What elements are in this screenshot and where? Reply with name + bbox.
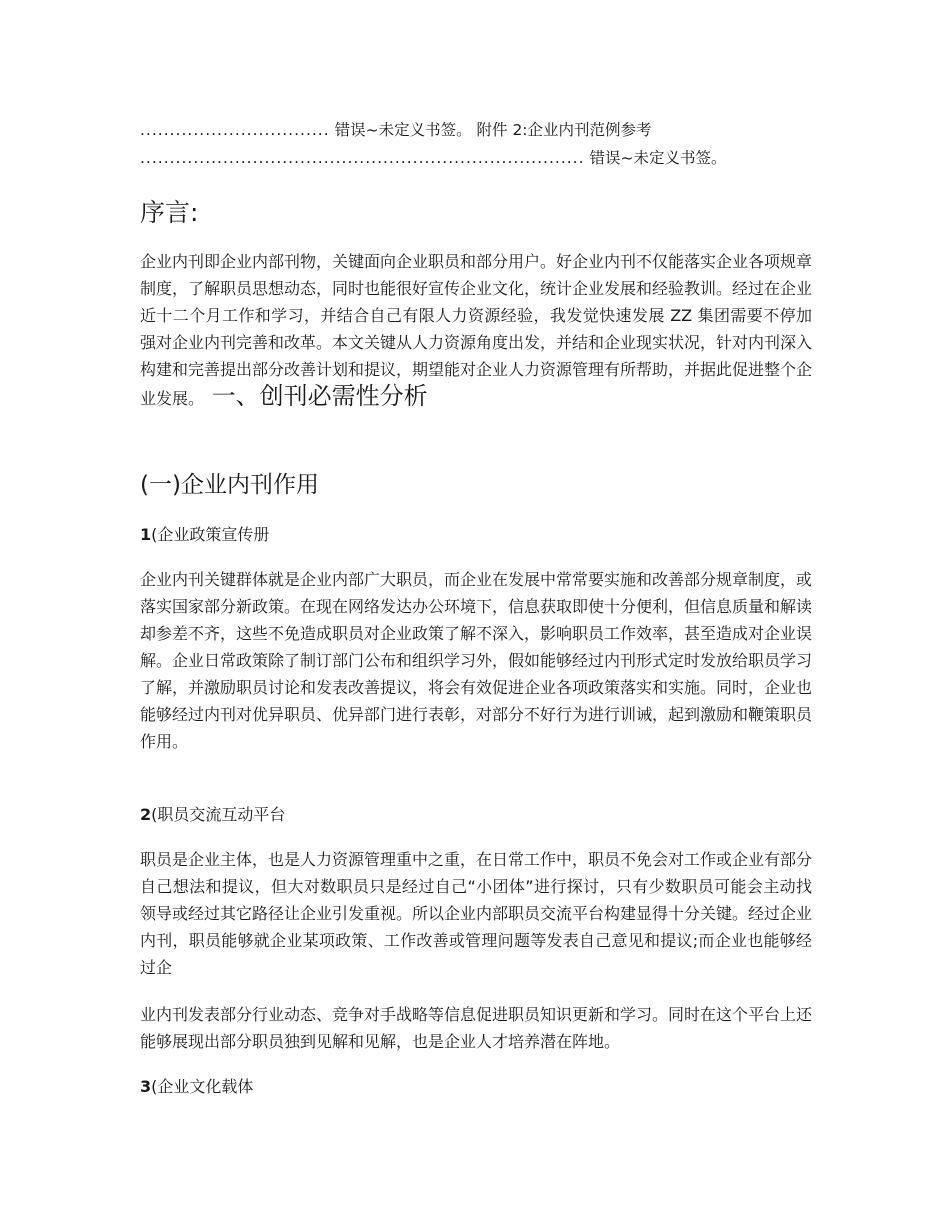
toc-entry-text: 错误~未定义书签。 附件 2:企业内刊范例参考: [329, 121, 652, 139]
subsection-heading: [140, 803, 285, 827]
preface-paragraph: [140, 248, 812, 412]
toc-entry[interactable]: [140, 120, 652, 140]
subsection-heading: [140, 523, 269, 547]
toc-entry-text: 错误~未定义书签。: [584, 149, 727, 167]
subsection-label: (职员交流互动平台: [151, 805, 286, 824]
toc-leader-dots: ...........................................................................: [140, 149, 585, 167]
subsection-heading: [140, 1075, 253, 1099]
chapter-heading-inline: 一、创刊必需性分析: [204, 382, 428, 410]
body-paragraph: 企业内刊关键群体就是企业内部广大职员，而企业在发展中常常要实施和改善部分规章制度，或落实国家部分新政策。在现在网络发达办公环境下，信息获取即使十分便利，但信息质量和解读却参差不齐，这些不免造成职员对企业政策了解不深入，影响职员工作效率，甚至造成对企业误解。企业日常政策除了制订部门公布和组织学习外，假如能够经过内刊形式定时发放给职员学习了解，并激励职员讨论和发表改善提议，将会有效促进企业各项政策落实和实施。同时，企业也能够经过内刊对优异职员、优异部门进行表彰，对部分不好行为进行训诫，起到激励和鞭策职员作用。: [140, 570, 813, 751]
toc-leader-dots: ................................: [140, 121, 330, 139]
preface-body: 企业内刊即企业内部刊物，关键面向企业职员和部分用户。好企业内刊不仅能落实企业各项规章制度，了解职员思想动态，同时也能很好宣传企业文化，统计企业发展和经验教训。经过在企业近十二个月工作和学习，并结合自己有限人力资源经验，我发觉快速发展 ZZ 集团需要不停加强对企业内刊完善和改革。本文关键从人力资源角度出发，并结和企业现实状况，针对内刊深入构建和完善提出部分改善计划和提议，期望能对企业人力资源管理有所帮助，并据此促进整个企业发展。: [140, 252, 813, 408]
subsection-number: 3: [140, 1077, 152, 1096]
body-paragraph: 职员是企业主体，也是人力资源管理重中之重，在日常工作中，职员不免会对工作或企业有部分自己想法和提议，但大对数职员只是经过自己“小团体”进行探讨，只有少数职员可能会主动找领导或经过其它路径让企业引发重视。所以企业内部职员交流平台构建显得十分关键。经过企业内刊，职员能够就企业某项政策、工作改善或管理问题等发表自己意见和提议;而企业也能够经过企: [140, 850, 813, 977]
subsection-label: (企业文化载体: [151, 1077, 254, 1096]
section-heading: (一)企业内刊作用: [140, 472, 319, 498]
subsection-number: 2: [140, 805, 152, 824]
preface-heading: 序言:: [140, 198, 199, 227]
body-paragraph: 业内刊发表部分行业动态、竞争对手战略等信息促进职员知识更新和学习。同时在这个平台上还能够展现出部分职员独到见解和见解，也是企业人才培养潜在阵地。: [140, 1005, 813, 1051]
toc-entry[interactable]: [140, 148, 726, 168]
subsection-label: (企业政策宣传册: [151, 525, 270, 544]
subsection-number: 1: [140, 525, 152, 544]
